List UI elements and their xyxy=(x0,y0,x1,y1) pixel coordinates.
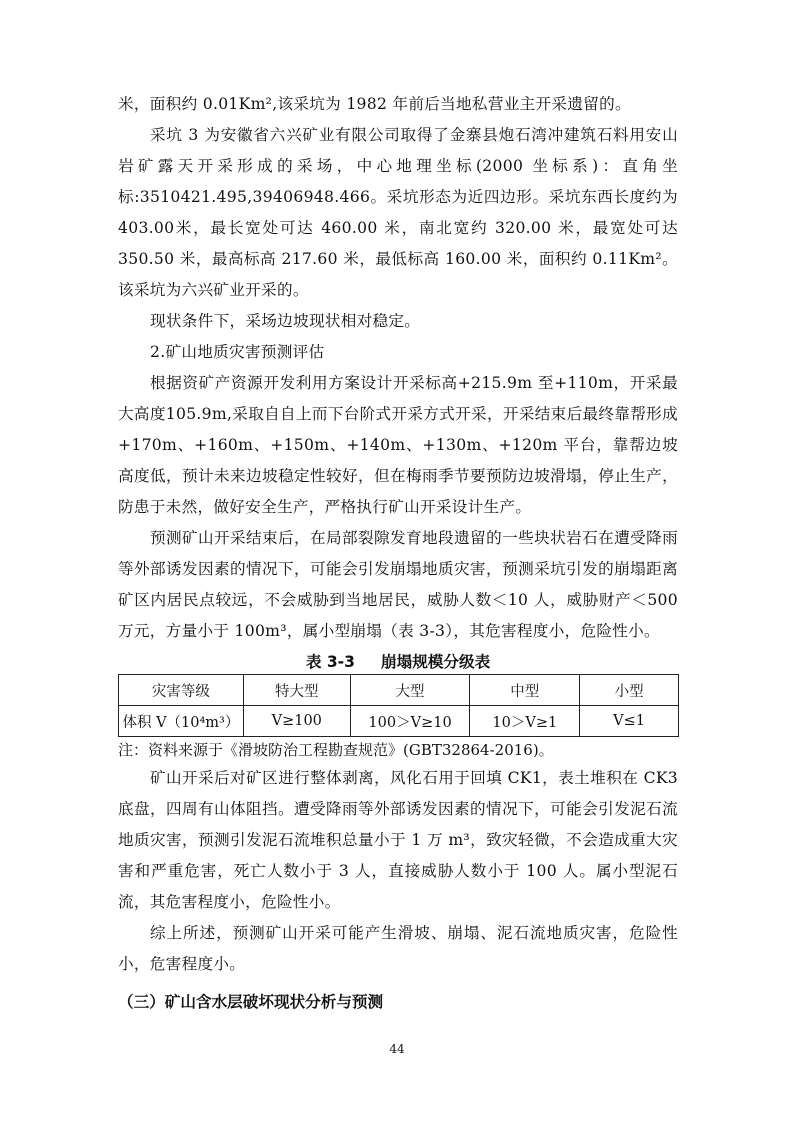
table-caption-title: 崩塌规模分级表 xyxy=(381,653,491,671)
table-caption-number: 表 3-3 xyxy=(305,653,356,671)
paragraph-pit3: 采坑 3 为安徽省六兴矿业有限公司取得了金寨县炮石湾冲建筑石料用安山岩矿露天开采形成的采场，中心地理坐标(2000 坐标系)：直角坐标:3510421.495,39406948.466。采坑形态为近四边形。采坑东西长度约为403.00米，最长宽处可达 460.00 米，南北宽约 320.00 米，最宽处可达 350.50 米，最高标高 217.60 米，最低标高 160.00 米，面积约 0.11Km²。该采坑为六兴矿业开采的。 xyxy=(118,126,678,299)
table-header-cell: 灾害等级 xyxy=(119,675,244,706)
table-header-cell: 特大型 xyxy=(243,675,350,706)
paragraph-mining-plan: 根据资矿产资源开发利用方案设计开采标高+215.9m 至+110m，开采最大高度105.9m,采取自自上而下台阶式开采方式开采，开采结束后最终靠帮形成+170m、+160m、+150m、+140m、+130m、+120m 平台，靠帮边坡高度低，预计未来边坡稳定性较好，但在梅雨季节要预防边坡滑塌，停止生产，防患于未然，做好安全生产，严格执行矿山开采设计生产。 xyxy=(118,374,678,516)
paragraph-summary: 综上所述，预测矿山开采可能产生滑坡、崩塌、泥石流地质灾害，危险性小，危害程度小。 xyxy=(118,924,678,973)
table-header-row xyxy=(119,675,679,706)
subsection-title: 2.矿山地质灾害预测评估 xyxy=(150,343,325,361)
section-heading: （三）矿山含水层破坏现状分析与预测 xyxy=(118,993,384,1011)
table-note: 注：资料来源于《滑坡防治工程勘查规范》(GBT32864-2016)。 xyxy=(118,741,554,759)
paragraph-slope-status: 现状条件下，采场边坡现状相对稳定。 xyxy=(150,312,421,330)
table-cell: 体积 V（10⁴m³） xyxy=(119,706,244,737)
body-text-bottom xyxy=(118,763,678,980)
table-header-cell: 小型 xyxy=(580,675,679,706)
page-number: 44 xyxy=(389,1042,405,1056)
body-text-top xyxy=(118,89,678,647)
paragraph-continuation: 米，面积约 0.01Km²,该采坑为 1982 年前后当地私营业主开采遗留的。 xyxy=(118,95,631,113)
table-row xyxy=(119,706,679,737)
table-caption xyxy=(118,651,678,673)
paragraph-collapse-prediction: 预测矿山开采结束后，在局部裂隙发育地段遗留的一些块状岩石在遭受降雨等外部诱发因素的情况下，可能会引发崩塌地质灾害，预测采坑引发的崩塌距离矿区内居民点较远，不会威胁到当地居民，威胁人数＜10 人，威胁财产＜500 万元，方量小于 100m³，属小型崩塌（表 3-3），其危害程度小，危险性小。 xyxy=(118,529,678,640)
table-cell: 10＞V≥1 xyxy=(470,706,580,737)
paragraph-debris-flow: 矿山开采后对矿区进行整体剥离，风化石用于回填 CK1，表土堆积在 CK3 底盘，四周有山体阻挡。遭受降雨等外部诱发因素的情况下，可能会引发泥石流地质灾害，预测引发泥石流堆积总量小于 1 万 m³，致灾轻微，不会造成重大灾害和严重危害，死亡人数小于 3 人，直接威胁人数小于 100 人。属小型泥石流，其危害程度小，危险性小。 xyxy=(118,769,678,911)
table-header-cell: 大型 xyxy=(350,675,470,706)
table-cell: V≥100 xyxy=(243,706,350,737)
table-cell: V≤1 xyxy=(580,706,679,737)
collapse-scale-table xyxy=(118,674,679,737)
table-cell: 100＞V≥10 xyxy=(350,706,470,737)
table-header-cell: 中型 xyxy=(470,675,580,706)
